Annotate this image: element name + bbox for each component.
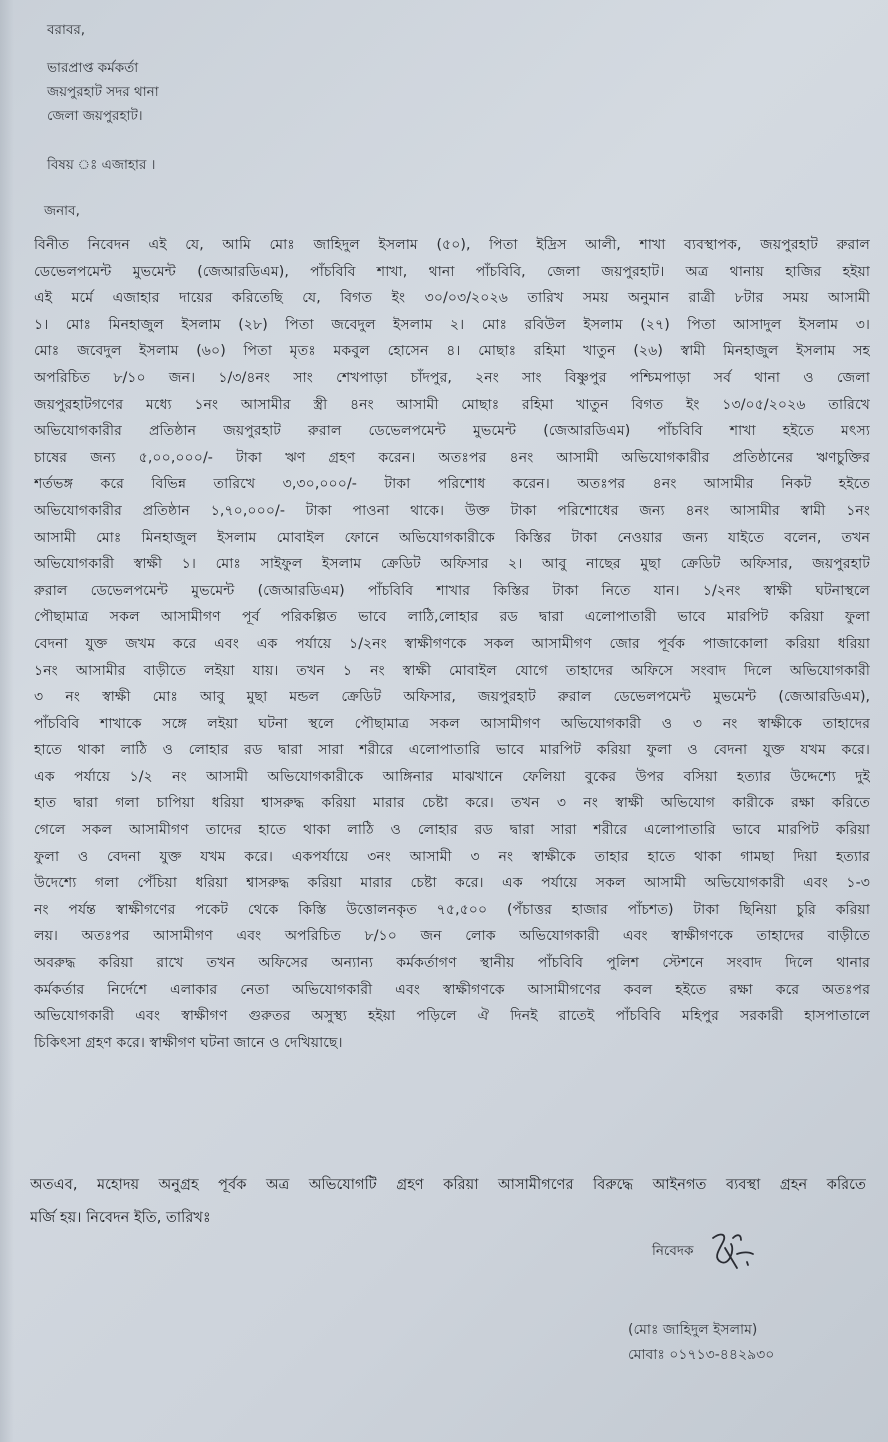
body-line: চিকিৎসা গ্রহণ করে। স্বাক্ষীগণ ঘটনা জানে ও দেখিয়াছে। [34, 1034, 343, 1051]
recipient-designation: ভারপ্রাপ্ত কর্মকর্তা [47, 60, 139, 76]
body-line: ১। মোঃ মিনহাজুল ইসলাম (২৮) পিতা জবেদুল ইসলাম ২। মোঃ রবিউল ইসলাম (২৭) পিতা আসাদুল ইসলাম ৩। [34, 316, 870, 333]
recipient-district: জেলা জয়পুরহাট। [47, 108, 143, 124]
body-line: শর্তভঙ্গ করে বিভিন্ন তারিখে ৩,৩০,০০০/- টাকা পরিশোধ করেন। অতঃপর ৪নং আসামীর নিকট হইতে [34, 476, 870, 493]
body-line: অভিযোগকারী স্বাক্ষী ১। মোঃ সাইফুল ইসলাম ক্রেডিট অফিসার ২। আবু নাছের মুছা ক্রেডিট অফিসার, জয়পুরহাট [34, 556, 870, 573]
signer-details [628, 1318, 774, 1368]
body-line: বিনীত নিবেদন এই যে, আমি মোঃ জাহিদুল ইসলাম (৫০), পিতা ইদ্রিস আলী, শাখা ব্যবস্থাপক, জয়পুরহাট রুরাল [34, 237, 870, 253]
body-line: রুরাল ডেভেলপমেন্ট মুভমেন্ট (জেআরডিএম) পাঁচবিবি শাখার কিস্তির টাকা নিতে যান। ১/২নং স্বাক্ষী ঘটনাস্থলে [34, 582, 870, 599]
body-line: লয়। অতঃপর আসামীগণ এবং অপরিচিত ৮/১০ জন লোক অভিযোগকারী এবং স্বাক্ষীগণকে তাহাদের বাড়ীতে [34, 928, 870, 945]
handwritten-signature-icon [707, 1228, 757, 1274]
closing-line: মর্জি হয়। নিবেদন ইতি, তারিখঃ [30, 1209, 211, 1226]
body-line: ১নং আসামীর বাড়ীতে লইয়া যায়। তখন ১ নং স্বাক্ষী মোবাইল যোগে তাহাদের অফিসে সংবাদ দিলে অভিযোগকারী [34, 662, 870, 679]
body-line: বেদনা যুক্ত জখম করে এবং এক পর্যায়ে ১/২নং স্বাক্ষীগণকে সকল আসামীগণ জোর পূর্বক পাজাকোলা করিয়া ধরিয়া [34, 635, 870, 652]
body-line: মোঃ জবেদুল ইসলাম (৬০) পিতা মৃতঃ মকবুল হোসেন ৪। মোছাঃ রহিমা খাতুন (২৬) স্বামী মিনহাজুল ইসলাম সহ [34, 343, 870, 360]
body-line: গেলে সকল আসামীগণ তাদের হাতে থাকা লাঠি ও লোহার রড দ্বারা সারা শরীরে এলোপাতারি ভাবে মারপিট করিয়া [34, 822, 870, 839]
body-line: কর্মকর্তার নির্দেশে এলাকার নেতা অভিযোগকারী এবং স্বাক্ষীগণকে আসামীগণের কবল হইতে রক্ষা করে অতঃপর [34, 981, 870, 998]
body-line: এই মর্মে এজাহার দায়ের করিতেছি যে, বিগত ইং ৩০/০৩/২০২৬ তারিখ সময় অনুমান রাত্রী ৮টার সময় আসামী [34, 290, 870, 307]
body-line: হাত দ্বারা গলা চাপিয়া ধরিয়া শ্বাসরুদ্ধ করিয়া মারার চেষ্টা করে। তখন ৩ নং স্বাক্ষী অভিযোগ কারীকে রক্ষা করিতে [34, 795, 870, 812]
body-line: এক পর্যায়ে ১/২ নং আসামী অভিযোগকারীকে আঙ্গিনার মাঝখানে ফেলিয়া বুকের উপর বসিয়া হত্যার উদ্দেশ্যে দুই [34, 768, 870, 785]
body-line: হাতে থাকা লাঠি ও লোহার রড দ্বারা সারা শরীরে এলোপাতারি ভাবে মারপিট করিয়া ফুলা ও বেদনা যুক্ত যখম করে। [34, 742, 870, 759]
body-line: অভিযোগকারীর প্রতিষ্ঠান জয়পুরহাট রুরাল ডেভেলপমেন্ট মুভমেন্ট (জেআরডিএম) পাঁচবিবি শাখা হইতে মৎস্য [34, 423, 870, 440]
page-edge-shadow [0, 0, 14, 1442]
body-line: পাঁচবিবি শাখাকে সঙ্গে লইয়া ঘটনা স্থলে পৌছামাত্র সকল আসামীগণ অভিযোগকারী ও ৩ নং স্বাক্ষীকে তাহাদের [34, 715, 870, 732]
body-line: চাষের জন্য ৫,০০,০০০/- টাকা ঋণ গ্রহণ করেন। অতঃপর ৪নং আসামী অভিযোগকারীর প্রতিষ্ঠানের ঋণচুক্তির [34, 449, 870, 466]
letter-greeting: জনাব, [44, 203, 80, 219]
letter-body [34, 232, 870, 1056]
letter-closing [30, 1168, 866, 1234]
body-line: উদেশ্যে গলা পেঁচিয়া ধরিয়া শ্বাসরুদ্ধ করিয়া মারার চেষ্টা করে। এক পর্যায়ে সকল আসামী অভিযোগকারী এবং ১-৩ [34, 875, 870, 892]
body-line: অবরুদ্ধ করিয়া রাখে তখন অফিসের অন্যান্য কর্মকর্তাগণ স্থানীয় পাঁচবিবি পুলিশ স্টেশনে সংবাদ দিলে থানার [34, 955, 870, 972]
recipient-address [47, 18, 159, 128]
recipient-salutation: বরাবর, [47, 22, 86, 38]
signature-label: নিবেদক [652, 1242, 694, 1259]
signer-phone: মোবাঃ ০১৭১৩-৪৪২৯৩০ [628, 1347, 775, 1363]
recipient-station: জয়পুরহাট সদর থানা [47, 84, 159, 100]
body-line: অভিযোগকারীর প্রতিষ্ঠান ১,৭০,০০০/- টাকা পাওনা থাকে। উক্ত টাকা পরিশোধের জন্য ৪নং আসামীর স্বামী ১নং [34, 502, 870, 519]
body-line: জয়পুরহাটগণের মধ্যে ১নং আসামীর স্ত্রী ৪নং আসামী মোছাঃ রহিমা খাতুন বিগত ইং ১৩/০৫/২০২৬ তারিখে [34, 396, 870, 413]
body-line: অভিযোগকারী এবং স্বাক্ষীগণ গুরুতর অসুস্থ্য হইয়া পড়িলে ঐ দিনই রাতেই পাঁচবিবি মহিপুর সরকারী হাসপাতালে [34, 1008, 870, 1025]
closing-line: অতএব, মহোদয় অনুগ্রহ পূর্বক অত্র অভিযোগটি গ্রহণ করিয়া আসামীগণের বিরুদ্ধে আইনগত ব্যবস্থা গ্রহন করিতে [30, 1176, 866, 1193]
body-line: ফুলা ও বেদনা যুক্ত যখম করে। একপর্যায়ে ৩নং আসামী ৩ নং স্বাক্ষীকে তাহার হাতে থাকা গামছা দিয়া হত্যার [34, 848, 870, 865]
body-line: আসামী মোঃ মিনহাজুল ইসলাম মোবাইল ফোনে অভিযোগকারীকে কিস্তির টাকা নেওয়ার জন্য যাইতে বলেন, তখন [34, 529, 870, 546]
body-line: নং পর্যন্ত স্বাক্ষীগণের পকেট থেকে কিস্তি উত্তোলনকৃত ৭৫,৫০০ (পঁচাত্তর হাজার পাঁচশত) টাকা ছিনিয়া চুরি করিয়া [34, 901, 870, 918]
signer-name: (মোঃ জাহিদুল ইসলাম) [628, 1322, 758, 1338]
body-line: অপরিচিত ৮/১০ জন। ১/৩/৪নং সাং শেখপাড়া চাঁদপুর, ২নং সাং বিষ্ণুপুর পশ্চিমপাড়া সর্ব থানা ও জেলা [34, 369, 870, 386]
body-line: ৩ নং স্বাক্ষী মোঃ আবু মুছা মন্ডল ক্রেডিট অফিসার, জয়পুরহাট রুরাল ডেভেলপমেন্ট মুভমেন্ট (জেআরডিএম), [34, 689, 870, 706]
body-line: ডেভেলপমেন্ট মুভমেন্ট (জেআরডিএম), পাঁচবিবি শাখা, থানা পাঁচবিবি, জেলা জয়পুরহাট। অত্র থানায় হাজির হইয়া [34, 263, 870, 280]
letter-subject: বিষয় ঃ এজাহার । [47, 157, 156, 173]
signature-row [652, 1228, 757, 1274]
body-line: পৌছামাত্র সকল আসামীগণ পূর্ব পরিকল্পিত ভাবে লাঠি,লোহার রড দ্বারা এলোপাতারী ভাবে মারপিট করিয়া ফুলা [34, 609, 870, 626]
